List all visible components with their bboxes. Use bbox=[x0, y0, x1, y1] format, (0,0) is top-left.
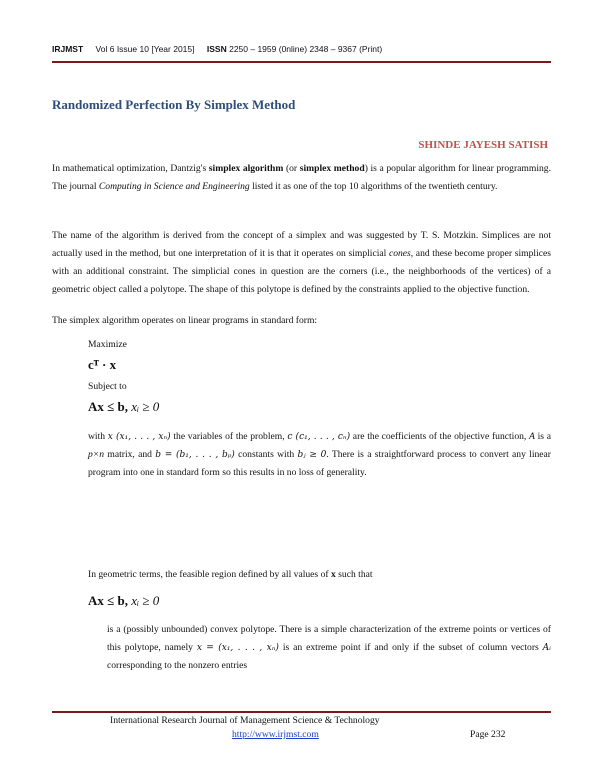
matrix-dims: p×n bbox=[88, 449, 105, 460]
footer-url-link[interactable]: http://www.irjmst.com bbox=[232, 729, 319, 740]
footer-rule bbox=[52, 711, 551, 713]
constraint-formula bbox=[88, 398, 159, 416]
page-number: Page 232 bbox=[470, 729, 506, 740]
text: is an extreme point if and only if the subset of column vectors bbox=[278, 642, 543, 653]
text: The name of the algorithm is derived from the concept of a simplex and was suggested by T. S. Motzkin. Simplices are not actually used in the method, but one interpretation of it is that it operates on simplicial bbox=[52, 230, 551, 259]
x-definition: x (x₁, . . . , xₙ) bbox=[107, 432, 171, 442]
volume-issue: Vol 6 Issue 10 bbox=[95, 44, 149, 54]
journal-name: Computing in Science and Engineering bbox=[98, 181, 250, 192]
paragraph-intro bbox=[52, 160, 551, 196]
paragraph-geometric bbox=[88, 566, 373, 584]
issn-online: 2250 – 1959 bbox=[229, 44, 277, 54]
matrix-symbol: A bbox=[529, 431, 535, 442]
constraint-main: Ax ≤ b, bbox=[88, 593, 132, 608]
b-definition: b = (b₁, . . . , bₚ) bbox=[155, 450, 235, 460]
objective-formula: cᵀ · x bbox=[88, 357, 117, 372]
x-definition: x = (x₁, . . . , xₙ) bbox=[196, 643, 279, 653]
paragraph-polytope bbox=[107, 621, 551, 675]
text: are the coefficients of the objective function, bbox=[350, 431, 530, 442]
bj-constraint: bⱼ ≥ 0 bbox=[297, 450, 327, 460]
text: the variables of the problem, bbox=[170, 431, 288, 442]
constraint-formula-repeat bbox=[88, 592, 159, 610]
year: [Year 2015] bbox=[151, 44, 195, 54]
footer-journal: International Research Journal of Management Science & Technology bbox=[110, 715, 380, 726]
issn-label: ISSN bbox=[206, 44, 227, 54]
maximize-label: Maximize bbox=[88, 339, 127, 350]
term-simplex-method: simplex method bbox=[299, 163, 365, 174]
text: with bbox=[88, 431, 108, 442]
journal-abbrev: IRJMST bbox=[52, 44, 84, 54]
author-name: SHINDE JAYESH SATISH bbox=[418, 139, 548, 151]
running-header bbox=[52, 44, 552, 54]
text: In mathematical optimization, Dantzig's bbox=[52, 163, 209, 174]
text: is a (possibly unbounded) convex polytope. There is a simple characterization of the extreme points or vertices of this polytope, namely bbox=[107, 624, 551, 653]
text: (or bbox=[283, 163, 300, 174]
term-cones: cones bbox=[388, 248, 411, 259]
c-definition: c (c₁, . . . , cₙ) bbox=[287, 432, 351, 442]
column-vector: Aᵢ bbox=[542, 643, 551, 653]
text: is a bbox=[534, 431, 551, 442]
issn-print: (0nline) 2348 – 9367 (Print) bbox=[278, 44, 383, 54]
text: corresponding to the nonzero entries bbox=[107, 660, 248, 671]
term-simplex-algorithm: simplex algorithm bbox=[208, 163, 284, 174]
constraint-main: Ax ≤ b, bbox=[88, 399, 132, 414]
subject-to-label: Subject to bbox=[88, 381, 127, 392]
x-vector: x bbox=[330, 569, 336, 580]
text: matrix, and bbox=[104, 449, 156, 460]
paragraph-name-origin bbox=[52, 227, 551, 299]
text: listed it as one of the top 10 algorithms of the twentieth century. bbox=[249, 181, 498, 192]
constraint-nonneg: xᵢ ≥ 0 bbox=[131, 593, 160, 608]
paragraph-variables bbox=[88, 428, 551, 482]
header-rule bbox=[52, 61, 551, 63]
text: ) is a popular algorithm for linear programming. The journal bbox=[52, 163, 551, 192]
constraint-nonneg: xᵢ ≥ 0 bbox=[131, 399, 160, 414]
text: . There is a straightforward process to convert any linear program into one in standard form so this results in no loss of generality. bbox=[88, 449, 551, 478]
text: such that bbox=[335, 569, 373, 580]
text: In geometric terms, the feasible region defined by all values of bbox=[88, 569, 331, 580]
paragraph-standard-form: The simplex algorithm operates on linear programs in standard form: bbox=[52, 315, 318, 326]
paper-title: Randomized Perfection By Simplex Method bbox=[52, 97, 296, 112]
text: constants with bbox=[234, 449, 298, 460]
text: , and these become proper simplices with an additional constraint. The simplicial cones in question are the corners (i.e., the neighborhoods of the vertices) of a geometric object called a polytope. The shape of this polytope is defined by the constraints applied to the objective function. bbox=[52, 248, 551, 295]
